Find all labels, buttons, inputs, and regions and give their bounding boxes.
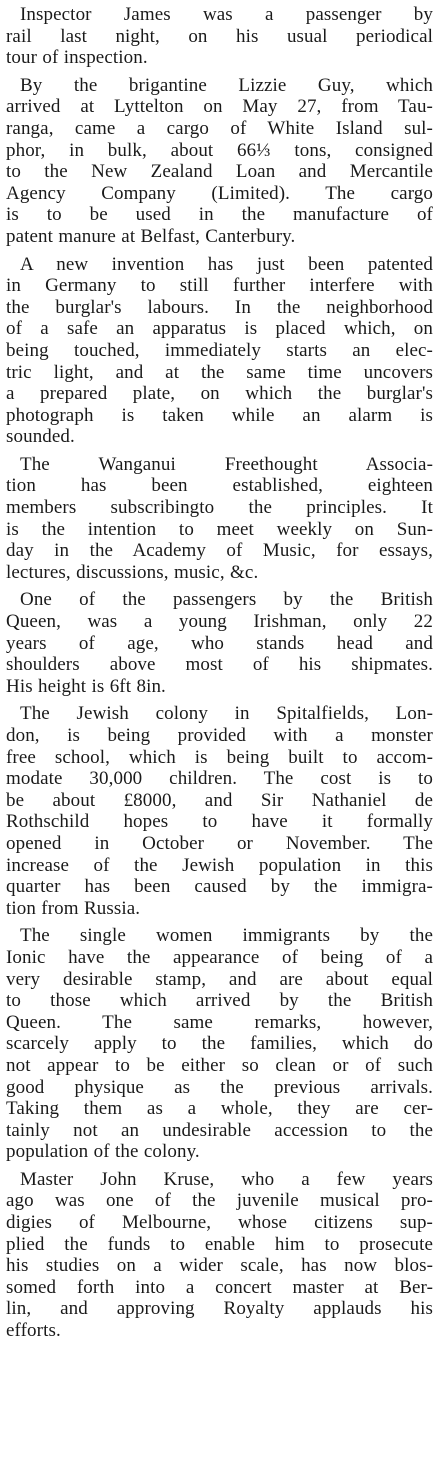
text-line: Queen. The same remarks, however, <box>6 1011 433 1033</box>
text-line: One of the passengers by the British <box>20 589 433 611</box>
text-line: not appear to be either so clean or of such <box>6 1054 433 1076</box>
news-item-john-kruse <box>6 1169 433 1342</box>
text-line: population of the colony. <box>6 1141 200 1163</box>
text-line: of a safe an apparatus is placed which, on <box>6 318 433 340</box>
text-line: a prepared plate, on which the burglar's <box>6 383 433 405</box>
news-item-jewish-colony-school <box>6 703 433 919</box>
news-item-british-queen-passenger <box>6 589 433 697</box>
text-line: somed forth into a concert master at Ber- <box>6 1276 433 1298</box>
text-line: tainly not an undesirable accession to the <box>6 1119 433 1141</box>
text-line: very desirable stamp, and are about equal <box>6 968 433 990</box>
text-line: lectures, discussions, music, &c. <box>6 561 259 583</box>
text-line: A new invention has just been patented <box>20 253 433 275</box>
news-item-wanganui-freethought <box>6 454 433 584</box>
text-line: arrived at Lyttelton on May 27, from Tau- <box>6 96 433 118</box>
text-line: Rothschild hopes to have it formally <box>6 811 433 833</box>
news-item-ionic-immigrants <box>6 925 433 1163</box>
text-line: photograph is taken while an alarm is <box>6 404 433 426</box>
text-line: his studies on a wider scale, has now blos- <box>6 1255 433 1277</box>
text-line: digies of Melbourne, whose citizens sup- <box>6 1212 433 1234</box>
text-line: rail last night, on his usual periodical <box>6 25 433 47</box>
text-line: scarcely apply to the families, which do <box>6 1033 433 1055</box>
text-line: Master John Kruse, who a few years <box>20 1168 433 1190</box>
text-line: efforts. <box>6 1320 61 1342</box>
text-line: don, is being provided with a monster <box>6 725 433 746</box>
text-line: tion has been established, eighteen <box>6 475 433 497</box>
text-line: Queen, was a young Irishman, only 22 <box>6 611 433 633</box>
text-line: being touched, immediately starts an elec- <box>6 339 433 361</box>
text-line: Ionic have the appearance of being of a <box>6 946 433 968</box>
text-line: ranga, came a cargo of White Island sul- <box>6 117 433 139</box>
text-line: free school, which is being built to accom- <box>6 746 433 768</box>
text-line: ago was one of the juvenile musical pro- <box>6 1190 433 1212</box>
text-line: tion from Russia. <box>6 897 141 919</box>
text-line: plied the funds to enable him to prosecute <box>6 1233 433 1255</box>
text-line: Agency Company (Limited). The cargo <box>6 182 433 204</box>
text-line: patent manure at Belfast, Canterbury. <box>6 225 296 247</box>
text-line: to those which arrived by the British <box>6 990 433 1012</box>
text-line: Taking them as a whole, they are cer- <box>6 1098 433 1120</box>
text-line: is to be used in the manufacture of <box>6 204 433 226</box>
text-line: Inspector James was a passenger by <box>20 4 433 25</box>
text-line: The Jewish colony in Spitalfields, Lon- <box>20 703 433 725</box>
text-line: is the intention to meet weekly on Sun- <box>6 518 433 540</box>
text-line: day in the Academy of Music, for essays, <box>6 540 433 562</box>
text-line: His height is 6ft 8in. <box>6 675 166 697</box>
text-line: phor, in bulk, about 66⅓ tons, consigned <box>6 139 433 161</box>
text-line: increase of the Jewish population in this <box>6 854 433 876</box>
news-item-inspector-james <box>6 4 433 69</box>
text-line: good physique as the previous arrivals. <box>6 1076 433 1098</box>
news-item-brigantine-lizzie-guy <box>6 75 433 248</box>
text-line: be about £8000, and Sir Nathaniel de <box>6 789 433 811</box>
text-line: The Wanganui Freethought Associa- <box>20 453 433 475</box>
text-line: lin, and approving Royalty applauds his <box>6 1298 433 1320</box>
text-line: sounded. <box>6 426 75 448</box>
text-line: quarter has been caused by the immigra- <box>6 876 433 898</box>
text-line: the burglar's labours. In the neighborhood <box>6 296 433 318</box>
news-item-burglar-invention <box>6 254 433 448</box>
text-line: members subscribingto the principles. It <box>6 497 433 519</box>
text-line: years of age, who stands head and <box>6 632 433 654</box>
text-line: tour of inspection. <box>6 47 148 69</box>
text-line: tric light, and at the same time uncovers <box>6 361 433 383</box>
text-line: modate 30,000 children. The cost is to <box>6 768 433 790</box>
text-line: By the brigantine Lizzie Guy, which <box>20 74 433 96</box>
text-line: to the New Zealand Loan and Mercantile <box>6 161 433 183</box>
text-line: The single women immigrants by the <box>20 925 433 947</box>
text-line: opened in October or November. The <box>6 832 433 854</box>
text-line: shoulders above most of his shipmates. <box>6 654 433 676</box>
text-line: in Germany to still further interfere with <box>6 275 433 297</box>
